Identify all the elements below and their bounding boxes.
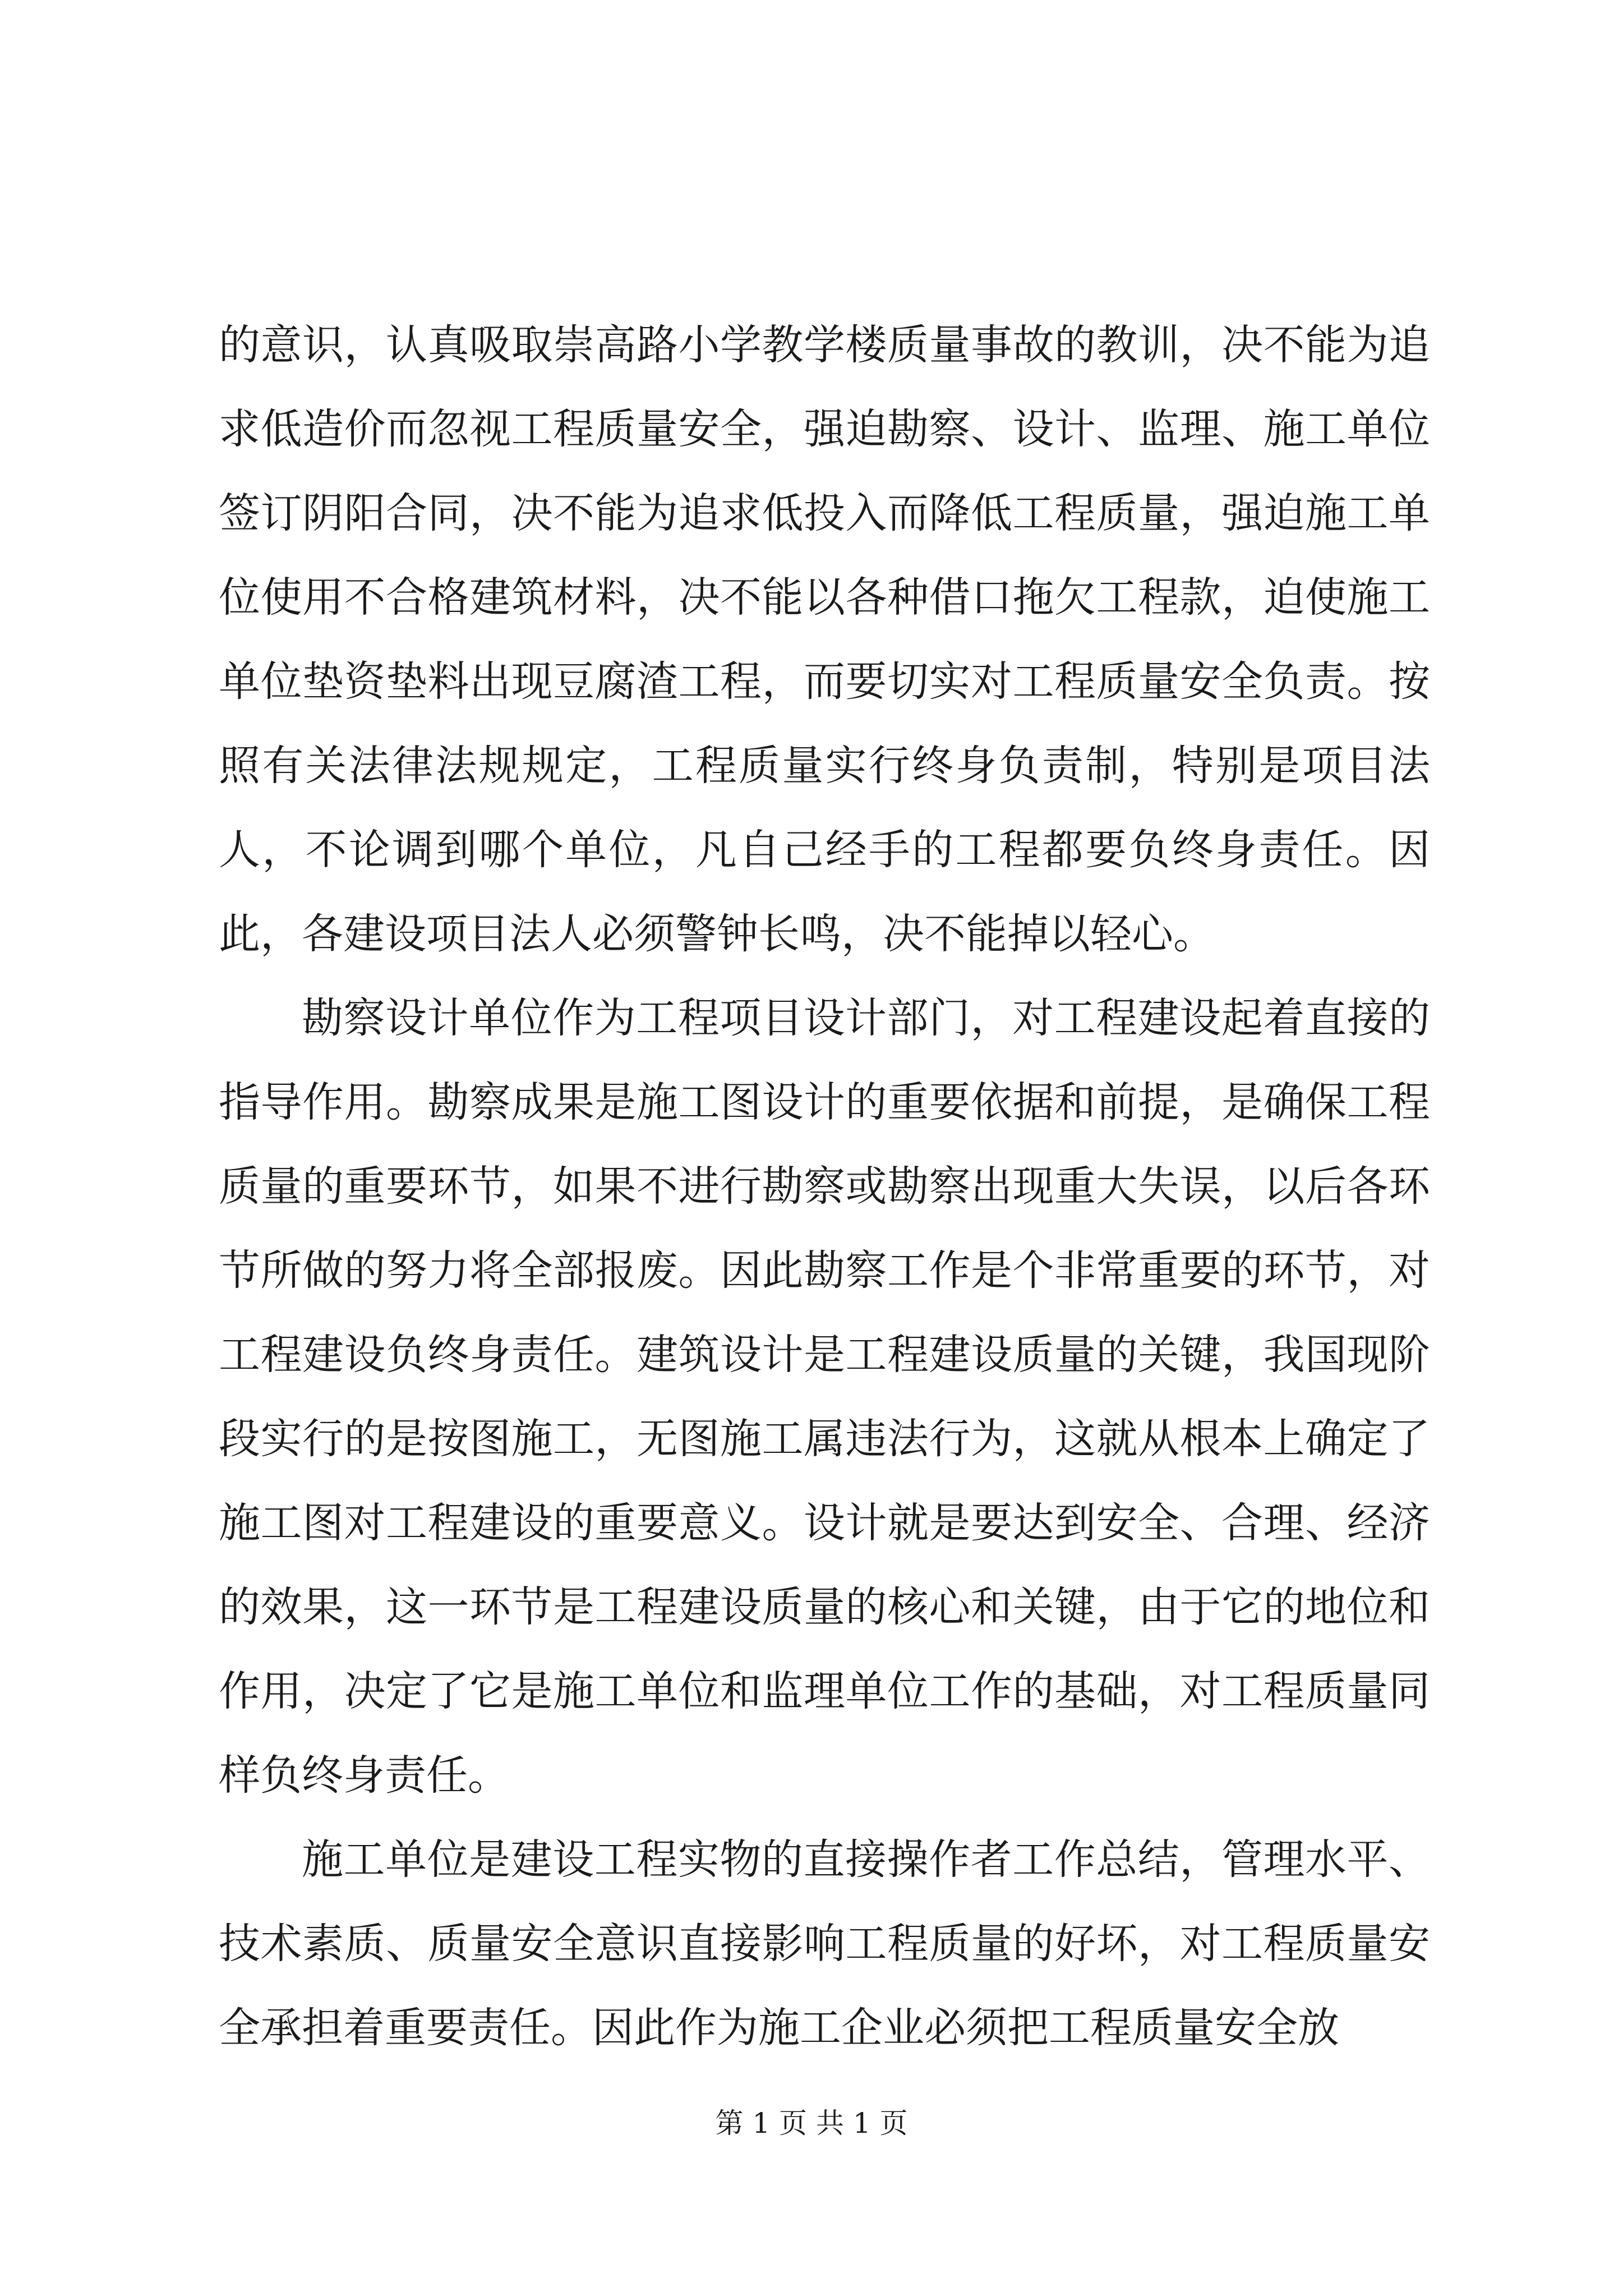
paragraph-2: 勘察设计单位作为工程项目设计部门，对工程建设起着直接的指导作用。勘察成果是施工图设计的重要依据和前提，是确保工程质量的重要环节，如果不进行勘察或勘察出现重大失误，以后各环节所做的努力将全部报废。因此勘察工作是个非常重要的环节，对工程建设负终身责任。建筑设计是工程建设质量的关键，我国现阶段实行的是按图施工，无图施工属违法行为，这就从根本上确定了施工图对工程建设的重要意义。设计就是要达到安全、合理、经济的效果，这一环节是工程建设质量的核心和关键，由于它的地位和作用，决定了它是施工单位和监理单位工作的基础，对工程质量同样负终身责任。 — [219, 994, 1430, 1800]
body-text — [219, 303, 1430, 2070]
paragraph-1: 的意识，认真吸取崇高路小学教学楼质量事故的教训，决不能为追求低造价而忽视工程质量安全，强迫勘察、设计、监理、施工单位签订阴阳合同，决不能为追求低投入而降低工程质量，强迫施工单位使用不合格建筑材料，决不能以各种借口拖欠工程款，迫使施工单位垫资垫料出现豆腐渣工程，而要切实对工程质量安全负责。按照有关法律法规规定，工程质量实行终身负责制，特别是项目法人，不论调到哪个单位，凡自己经手的工程都要负终身责任。因此，各建设项目法人必须警钟长鸣，决不能掉以轻心。 — [219, 321, 1430, 958]
page-footer: 第 1 页 共 1 页 — [715, 2107, 908, 2139]
paragraph-3: 施工单位是建设工程实物的直接操作者工作总结，管理水平、技术素质、质量安全意识直接影响工程质量的好坏，对工程质量安全承担着重要责任。因此作为施工企业必须把工程质量安全放 — [219, 1835, 1430, 2052]
